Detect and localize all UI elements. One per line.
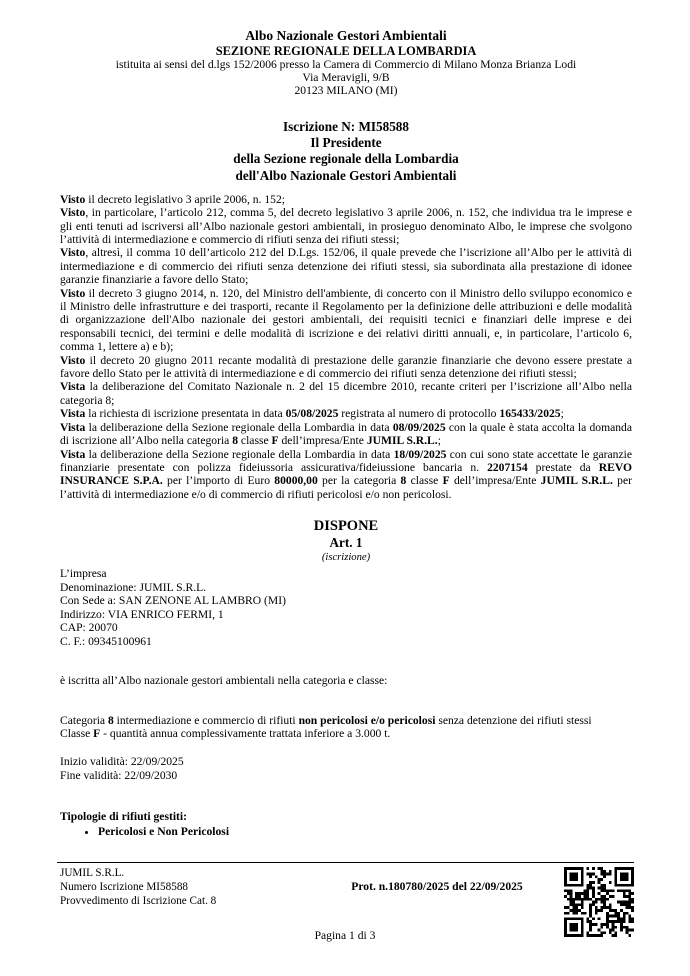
registration-statement: è iscritta all’Albo nazionale gestori ambientali nella categoria e classe:: [60, 674, 388, 688]
company-indirizzo: Indirizzo: VIA ENRICO FERMI, 1: [60, 607, 224, 621]
class-line: Classe F - quantità annua complessivamente trattata inferiore a 3.000 t.: [60, 726, 391, 740]
dispone-block: [60, 518, 632, 564]
company-denominazione: Denominazione: JUMIL S.R.L.: [60, 580, 207, 594]
recital-paragraph: Vista la richiesta di iscrizione presentata in data 05/08/2025 registrata al numero di protocollo 165433/2025;: [60, 407, 564, 421]
document-title-block: [60, 119, 632, 184]
waste-types-block: [60, 810, 632, 839]
company-block: [60, 567, 632, 648]
footer-registration-number: Numero Iscrizione MI58588: [60, 880, 189, 893]
footer-provision: Provvedimento di Iscrizione Cat. 8: [60, 894, 217, 907]
company-codice-fiscale: C. F.: 09345100961: [60, 634, 152, 648]
recitals-block: [60, 193, 632, 501]
document-footer: [60, 867, 634, 937]
address-city: 20123 MILANO (MI): [294, 84, 398, 98]
category-block: [60, 714, 632, 741]
recital-paragraph: Visto il decreto legislativo 3 aprile 2006, n. 152;: [60, 192, 285, 206]
footer-left-block: [60, 867, 310, 908]
waste-type-item: • Pericolosi e Non Pericolosi: [98, 825, 632, 839]
company-intro: L’impresa: [60, 567, 107, 581]
regional-section: SEZIONE REGIONALE DELLA LOMBARDIA: [215, 44, 477, 58]
recital-paragraph: Visto, altresì, il comma 10 dell’articolo 212 del D.Lgs. 152/06, il quale prevede che l’iscrizione all’Albo per le attività di intermediazione e di commercio dei rifiuti senza detenzione dei rifiuti stessi, sia subordinata alla prestazione di idonee garanzie finanziarie a favore dello Stato;: [60, 246, 632, 287]
company-cap: CAP: 20070: [60, 621, 118, 635]
article-heading: Art. 1: [329, 535, 363, 551]
footer-divider: [57, 862, 634, 863]
footer-protocol: Prot. n.180780/2025 del 22/09/2025: [351, 880, 523, 893]
validity-block: [60, 755, 632, 782]
company-sede: Con Sede a: SAN ZENONE AL LAMBRO (MI): [60, 594, 286, 608]
title-president: Il Presidente: [310, 134, 382, 150]
document-header: [60, 28, 632, 98]
footer-company: JUMIL S.R.L.: [60, 867, 125, 879]
title-section: della Sezione regionale della Lombardia: [233, 151, 459, 167]
waste-types-heading: Tipologie di rifiuti gestiti:: [60, 810, 187, 824]
recital-paragraph: Visto, in particolare, l’articolo 212, comma 5, del decreto legislativo 3 aprile 2006, n. 152, che individua tra le imprese e gli enti tenuti ad iscriversi all’Albo nazionale gestori ambientali, in prosieguo denominato Albo, le imprese che svolgono l’attività di intermediazione e commercio di rifiuti senza dei rifiuti stessi;: [60, 206, 632, 247]
dispone-heading: DISPONE: [313, 518, 379, 535]
article-subject: (iscrizione): [321, 552, 371, 564]
address-street: Via Meravigli, 9/B: [302, 71, 390, 85]
recital-paragraph: Visto il decreto 3 giugno 2014, n. 120, del Ministro dell'ambiente, di concerto con il Ministro dello sviluppo economico e il Ministro delle infrastrutture e dei trasporti, recante il Regolamento per la definizione delle attribuzioni e delle modalità di organizzazione dell'Albo nazionale dei gestori ambientali, dei requisiti tecnici e finanziari delle imprese e dei responsabili tecnici, dei termini e delle modalità di iscrizione e dei relativi diritti annuali, e, in particolare, l’articolo 6, comma 1, lettere a) e b);: [60, 286, 632, 354]
recital-paragraph: Vista la deliberazione della Sezione regionale della Lombardia in data 08/09/2025 con la quale è stata accolta la domanda di iscrizione all’Albo nella categoria 8 classe F dell’impresa/Ente JUMIL S.R.L.;: [60, 420, 632, 448]
established-line: istituita ai sensi del d.lgs 152/2006 presso la Camera di Commercio di Milano Monza Brianza Lodi: [115, 58, 577, 71]
page-number: Pagina 1 di 3: [314, 929, 376, 942]
recital-paragraph: Visto il decreto 20 giugno 2011 recante modalità di prestazione delle garanzie finanziarie che devono essere prestate a favore dello Stato per le attività di intermediazione e di commercio dei rifiuti senza detenzione dei rifiuti stessi;: [60, 353, 632, 381]
organization-name: Albo Nazionale Gestori Ambientali: [245, 28, 447, 43]
waste-types-list: [60, 825, 632, 839]
title-albo: dell'Albo Nazionale Gestori Ambientali: [235, 167, 457, 183]
registration-number-title: Iscrizione N: MI58588: [283, 118, 409, 134]
validity-end: Fine validità: 22/09/2030: [60, 768, 178, 782]
qr-code: [564, 867, 634, 937]
recital-paragraph: Vista la deliberazione della Sezione regionale della Lombardia in data 18/09/2025 con cui sono state accettate le garanzie finanziarie presentate con polizza fideiussoria assicurativa/fideiussione bancaria n. 2207154 prestate da REVO INSURANCE S.P.A. per l’importo di Euro 80000,00 per la categoria 8 classe F dell’impresa/Ente JUMIL S.R.L. per l’attività di intermediazione e/o di commercio di rifiuti pericolosi e/o non pericolosi.: [60, 447, 632, 501]
recital-paragraph: Vista la deliberazione del Comitato Nazionale n. 2 del 15 dicembre 2010, recante criteri per l’iscrizione all’Albo nella categoria 8;: [60, 380, 632, 407]
validity-start: Inizio validità: 22/09/2025: [60, 755, 184, 769]
category-line: Categoria 8 intermediazione e commercio di rifiuti non pericolosi e/o pericolosi senza detenzione dei rifiuti stessi: [60, 713, 592, 727]
